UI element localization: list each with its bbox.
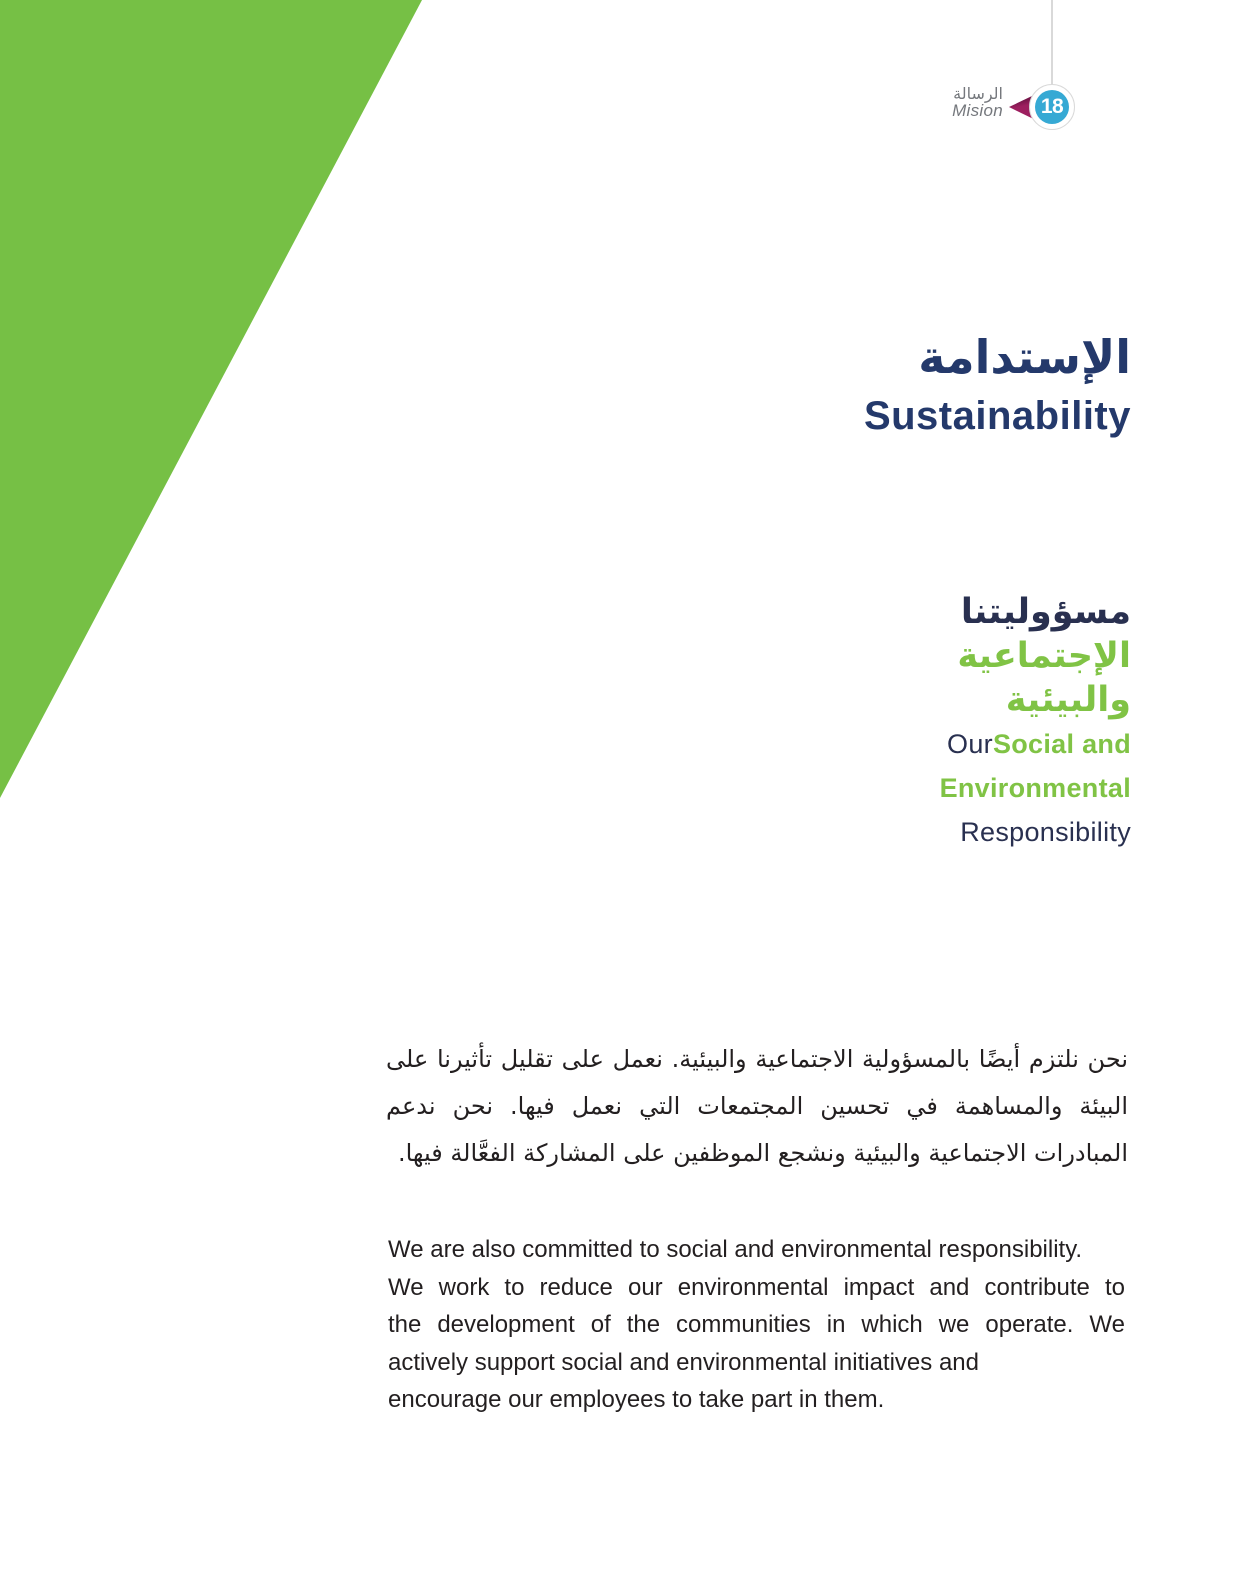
page-title-english: Sustainability: [863, 394, 1131, 438]
arabic-paragraph: نحن نلتزم أيضًا بالمسؤولية الاجتماعية والبيئية. نعمل على تقليل تأثيرنا على البيئة والمساهمة في تحسين المجتمعات التي نعمل فيها. نحن ندعم المبادرات الاجتماعية والبيئية ونشجع الموظفين على المشاركة الفعَّالة فيها.: [386, 1045, 1128, 1167]
green-diagonal-shape: [0, 0, 422, 798]
section-label-arabic: الرسالة: [953, 84, 1003, 103]
page-number: 18: [1040, 95, 1064, 118]
english-paragraph-line: the development of the communities in which we operate. We: [388, 1311, 1125, 1338]
english-paragraph-line: actively support social and environmental initiatives and: [388, 1348, 979, 1376]
page-title-arabic: الإستدامة: [918, 330, 1131, 384]
page-number-badge: [1029, 84, 1075, 130]
section-header-labels: [952, 85, 1003, 119]
subtitle-english-highlight1: Social and: [992, 729, 1131, 759]
subtitle-arabic-line3: والبيئية: [1005, 680, 1131, 720]
subtitle-arabic-line2: الإجتماعية: [957, 636, 1131, 676]
english-paragraph-line: encourage our employees to take part in them.: [388, 1386, 885, 1413]
subtitle-block: [940, 590, 1131, 854]
subtitle-english-prefix: Our: [947, 729, 993, 759]
section-label-english: Mision: [952, 101, 1003, 120]
subtitle-english-line1: [940, 722, 1131, 766]
subtitle-arabic-line1: مسؤوليتنا: [960, 592, 1131, 632]
page-title-block: [864, 324, 1131, 442]
subtitle-english-line3: Responsibility: [960, 817, 1131, 847]
page-number-circle: [1035, 90, 1069, 124]
badge-connector-line: [1051, 0, 1053, 85]
english-paragraph-line: We are also committed to social and environmental responsibility.: [388, 1236, 1083, 1263]
english-paragraph: [388, 1231, 1125, 1419]
subtitle-english-line2: Environmental: [939, 773, 1131, 803]
english-paragraph-line: We work to reduce our environmental impact and contribute to: [388, 1273, 1125, 1301]
